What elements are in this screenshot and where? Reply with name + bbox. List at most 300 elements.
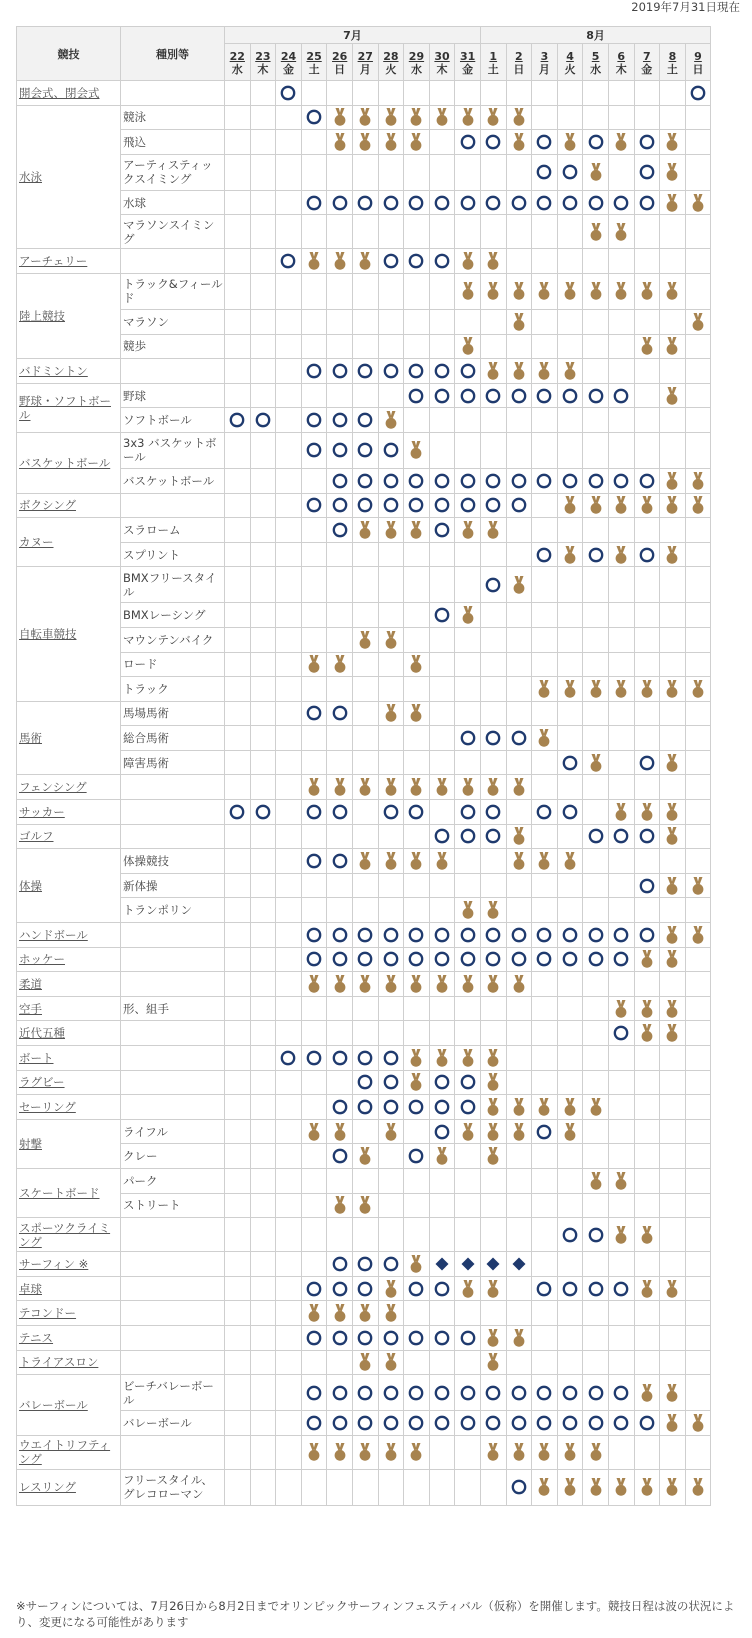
sport-link[interactable]: セーリング xyxy=(19,1099,76,1114)
day-cell xyxy=(352,873,378,898)
day-cell xyxy=(506,800,532,825)
day-cell xyxy=(378,652,404,677)
medal-icon xyxy=(665,194,679,212)
day-cell xyxy=(225,130,251,155)
day-number-link[interactable]: 8 xyxy=(668,49,677,63)
medal-icon xyxy=(614,1172,628,1190)
medal-icon xyxy=(384,631,398,649)
day-cell xyxy=(301,824,327,849)
circle-icon xyxy=(357,1099,373,1115)
day-cell xyxy=(506,1193,532,1218)
day-number-link[interactable]: 25 xyxy=(306,49,322,63)
day-cell xyxy=(557,359,583,384)
day-cell xyxy=(557,996,583,1021)
day-cell xyxy=(532,603,558,628)
day-cell xyxy=(352,518,378,543)
day-cell xyxy=(634,1325,660,1350)
circle-icon xyxy=(485,134,501,150)
day-cell xyxy=(660,81,686,106)
medal-icon xyxy=(589,163,603,181)
weekday-label: 土 xyxy=(308,62,320,76)
medal-icon xyxy=(537,729,551,747)
medal-icon xyxy=(409,441,423,459)
day-cell xyxy=(455,359,481,384)
day-cell xyxy=(455,105,481,130)
circle-icon xyxy=(460,927,476,943)
day-cell xyxy=(352,1095,378,1120)
medal-icon xyxy=(486,901,500,919)
circle-icon xyxy=(306,1281,322,1297)
sport-link[interactable]: レスリング xyxy=(19,1480,76,1495)
day-cell xyxy=(429,154,455,190)
day-cell xyxy=(685,1218,711,1252)
category-cell: トラック&フィールド xyxy=(121,273,225,309)
day-cell xyxy=(506,701,532,726)
circle-icon xyxy=(306,195,322,211)
day-cell xyxy=(378,947,404,972)
sport-cell xyxy=(17,1218,121,1252)
day-cell xyxy=(685,603,711,628)
sport-link[interactable]: バレーボール xyxy=(19,1397,88,1412)
day-cell xyxy=(276,1301,302,1326)
medal-icon xyxy=(512,108,526,126)
sport-link[interactable]: 馬術 xyxy=(19,731,42,746)
day-cell xyxy=(634,996,660,1021)
circle-icon xyxy=(332,473,348,489)
medal-icon xyxy=(614,803,628,821)
day-cell xyxy=(506,750,532,775)
day-cell xyxy=(608,542,634,567)
day-number-link[interactable]: 31 xyxy=(459,49,476,63)
circle-icon xyxy=(434,522,450,538)
sport-link[interactable]: バスケットボール xyxy=(19,455,111,470)
sport-link[interactable]: ラグビー xyxy=(19,1075,65,1090)
medal-icon xyxy=(409,1255,423,1273)
sport-link[interactable]: スポーツクライミング xyxy=(19,1220,111,1249)
day-cell xyxy=(532,468,558,493)
sport-link[interactable]: バドミントン xyxy=(19,363,88,378)
day-cell xyxy=(583,249,609,274)
sport-link[interactable]: 陸上競技 xyxy=(19,309,65,324)
medal-icon xyxy=(589,223,603,241)
day-cell xyxy=(583,432,609,468)
sport-link[interactable]: 卓球 xyxy=(19,1281,42,1296)
sport-link[interactable]: テニス xyxy=(19,1330,54,1345)
day-cell xyxy=(404,701,430,726)
medal-icon xyxy=(665,950,679,968)
day-cell xyxy=(429,359,455,384)
day-cell xyxy=(506,1325,532,1350)
day-cell xyxy=(276,923,302,948)
sport-link[interactable]: 柔道 xyxy=(19,977,42,992)
day-cell xyxy=(429,1046,455,1071)
medal-icon xyxy=(563,546,577,564)
medal-icon xyxy=(461,606,475,624)
circle-icon xyxy=(383,1099,399,1115)
day-cell xyxy=(685,1144,711,1169)
day-cell xyxy=(506,81,532,106)
day-cell xyxy=(532,154,558,190)
day-cell xyxy=(327,432,353,468)
day-cell xyxy=(378,996,404,1021)
medal-icon xyxy=(665,133,679,151)
medal-icon xyxy=(691,926,705,944)
day-cell xyxy=(532,1252,558,1277)
circle-icon xyxy=(460,951,476,967)
medal-icon xyxy=(614,496,628,514)
medal-icon xyxy=(409,655,423,673)
day-cell xyxy=(301,1168,327,1193)
sport-link[interactable]: 野球・ソフトボール xyxy=(19,393,111,422)
day-cell xyxy=(583,408,609,433)
sport-link[interactable]: カヌー xyxy=(19,535,54,550)
day-cell xyxy=(327,627,353,652)
day-cell xyxy=(352,215,378,249)
day-cell xyxy=(506,1144,532,1169)
sport-link[interactable]: ボクシング xyxy=(19,498,76,513)
day-cell xyxy=(532,1119,558,1144)
schedule-row xyxy=(17,493,711,518)
day-cell xyxy=(660,1276,686,1301)
day-cell xyxy=(429,468,455,493)
day-cell xyxy=(225,677,251,702)
day-cell xyxy=(685,249,711,274)
day-cell xyxy=(583,215,609,249)
medal-icon xyxy=(563,282,577,300)
sport-link[interactable]: 体操 xyxy=(19,878,42,893)
day-cell xyxy=(276,1276,302,1301)
day-cell xyxy=(583,309,609,334)
circle-icon xyxy=(434,1330,450,1346)
category-cell: アーティスティックスイミング xyxy=(121,154,225,190)
medal-icon xyxy=(665,926,679,944)
day-cell xyxy=(404,493,430,518)
day-cell xyxy=(608,1168,634,1193)
day-cell xyxy=(455,542,481,567)
day-cell xyxy=(685,309,711,334)
sport-link[interactable]: フェンシング xyxy=(19,780,87,795)
day-cell xyxy=(480,432,506,468)
day-number-link[interactable]: 5 xyxy=(591,49,600,63)
day-cell xyxy=(429,627,455,652)
sport-link[interactable]: 水泳 xyxy=(19,169,42,184)
day-header xyxy=(608,44,634,81)
sport-column-header: 競技 xyxy=(17,27,121,81)
day-number-link[interactable]: 7 xyxy=(642,49,651,63)
day-cell xyxy=(506,130,532,155)
circle-icon xyxy=(383,442,399,458)
day-cell xyxy=(583,1469,609,1505)
day-cell xyxy=(506,154,532,190)
category-cell xyxy=(121,923,225,948)
day-cell xyxy=(301,1021,327,1046)
sport-cell xyxy=(17,1046,121,1071)
day-cell xyxy=(685,923,711,948)
sport-link[interactable]: 空手 xyxy=(19,1001,42,1016)
schedule-row xyxy=(17,105,711,130)
day-cell xyxy=(250,972,276,997)
day-cell xyxy=(583,542,609,567)
day-number-link[interactable]: 1 xyxy=(489,49,498,63)
day-cell xyxy=(276,1411,302,1436)
day-cell xyxy=(327,130,353,155)
day-cell xyxy=(327,81,353,106)
day-cell xyxy=(404,1218,430,1252)
day-cell xyxy=(634,1469,660,1505)
day-cell xyxy=(685,81,711,106)
day-cell xyxy=(480,849,506,874)
sport-link[interactable]: 自転車競技 xyxy=(19,627,77,641)
sport-cell xyxy=(17,249,121,274)
day-cell xyxy=(250,215,276,249)
day-cell xyxy=(506,1021,532,1046)
medal-icon xyxy=(384,521,398,539)
day-cell xyxy=(225,1218,251,1252)
day-header xyxy=(276,44,302,81)
day-cell xyxy=(404,1046,430,1071)
day-cell xyxy=(480,1411,506,1436)
sport-cell xyxy=(17,1252,121,1277)
schedule-row xyxy=(17,1325,711,1350)
schedule-row xyxy=(17,849,711,874)
sport-link[interactable]: サーフィン ※ xyxy=(19,1256,89,1271)
medal-icon xyxy=(665,827,679,845)
day-cell xyxy=(506,824,532,849)
circle-icon xyxy=(562,951,578,967)
day-cell xyxy=(634,677,660,702)
day-cell xyxy=(685,1193,711,1218)
sport-link[interactable]: ウエイトリフティング xyxy=(19,1438,111,1467)
day-cell xyxy=(276,1218,302,1252)
medal-icon xyxy=(614,133,628,151)
sport-link[interactable]: スケートボード xyxy=(19,1186,100,1201)
medal-icon xyxy=(640,1478,654,1496)
day-cell xyxy=(378,468,404,493)
schedule-row xyxy=(17,1301,711,1326)
day-number-link[interactable]: 27 xyxy=(357,49,373,63)
day-cell xyxy=(660,1021,686,1046)
day-number-link[interactable]: 9 xyxy=(694,49,702,63)
day-number-link[interactable]: 23 xyxy=(255,49,271,63)
day-cell xyxy=(660,627,686,652)
sport-cell xyxy=(17,972,121,997)
weekday-label: 木 xyxy=(615,62,627,76)
day-cell xyxy=(352,1070,378,1095)
sport-link[interactable]: アーチェリー xyxy=(19,254,88,269)
day-number-link[interactable]: 29 xyxy=(408,49,425,63)
day-cell xyxy=(276,249,302,274)
day-cell xyxy=(506,627,532,652)
medal-icon xyxy=(665,1000,679,1018)
day-cell xyxy=(660,273,686,309)
day-number-link[interactable]: 30 xyxy=(434,49,450,63)
sport-cell xyxy=(17,1070,121,1095)
day-cell xyxy=(608,652,634,677)
day-cell xyxy=(429,1469,455,1505)
day-cell xyxy=(480,154,506,190)
day-cell xyxy=(583,947,609,972)
circle-icon xyxy=(306,442,322,458)
day-number-link[interactable]: 28 xyxy=(383,49,399,63)
circle-icon xyxy=(460,1415,476,1431)
day-cell xyxy=(583,81,609,106)
day-cell xyxy=(301,518,327,543)
sport-link[interactable]: 射撃 xyxy=(19,1136,42,1151)
day-cell xyxy=(378,334,404,359)
day-cell xyxy=(327,1375,353,1411)
day-cell xyxy=(557,775,583,800)
day-number-link[interactable]: 2 xyxy=(515,49,523,63)
sport-cell xyxy=(17,701,121,775)
medal-icon xyxy=(614,1478,628,1496)
circle-icon xyxy=(588,195,604,211)
sport-link[interactable]: ゴルフ xyxy=(19,829,54,844)
day-cell xyxy=(301,130,327,155)
sport-link[interactable]: ボート xyxy=(19,1050,54,1065)
day-header xyxy=(506,44,532,81)
day-cell xyxy=(660,800,686,825)
day-cell xyxy=(608,849,634,874)
day-cell xyxy=(583,493,609,518)
sport-link[interactable]: 開会式、閉会式 xyxy=(19,85,100,100)
medal-icon xyxy=(461,521,475,539)
sport-link[interactable]: ハンドボール xyxy=(19,927,88,942)
day-cell xyxy=(352,383,378,408)
day-cell xyxy=(532,1325,558,1350)
day-cell xyxy=(250,81,276,106)
day-number-link[interactable]: 22 xyxy=(229,49,245,63)
day-cell xyxy=(685,701,711,726)
day-cell xyxy=(429,1218,455,1252)
sport-link[interactable]: 近代五種 xyxy=(19,1026,65,1041)
day-cell xyxy=(378,432,404,468)
day-cell xyxy=(429,677,455,702)
day-cell xyxy=(327,726,353,751)
day-cell xyxy=(660,750,686,775)
day-cell xyxy=(455,1301,481,1326)
day-cell xyxy=(378,309,404,334)
day-cell xyxy=(404,567,430,603)
day-cell xyxy=(352,1276,378,1301)
day-cell xyxy=(532,726,558,751)
day-cell xyxy=(557,1046,583,1071)
circle-icon xyxy=(460,828,476,844)
circle-icon xyxy=(255,412,271,428)
day-header xyxy=(250,44,276,81)
day-cell xyxy=(352,567,378,603)
day-cell xyxy=(506,898,532,923)
day-cell xyxy=(583,726,609,751)
category-cell: 競泳 xyxy=(121,105,225,130)
medal-icon xyxy=(512,282,526,300)
day-cell xyxy=(276,1435,302,1469)
day-cell xyxy=(608,947,634,972)
sport-link[interactable]: サッカー xyxy=(19,804,65,819)
medal-icon xyxy=(589,1098,603,1116)
category-cell: ソフトボール xyxy=(121,408,225,433)
circle-icon xyxy=(613,473,629,489)
day-cell xyxy=(301,1301,327,1326)
day-cell xyxy=(583,1193,609,1218)
circle-icon xyxy=(562,1415,578,1431)
day-number-link[interactable]: 3 xyxy=(540,49,549,63)
day-cell xyxy=(250,130,276,155)
day-cell xyxy=(250,652,276,677)
month-header: 8月 xyxy=(480,27,710,44)
day-cell xyxy=(480,1301,506,1326)
medal-icon xyxy=(435,1147,449,1165)
day-cell xyxy=(225,468,251,493)
medal-icon xyxy=(614,223,628,241)
day-cell xyxy=(352,432,378,468)
day-cell xyxy=(225,81,251,106)
day-cell xyxy=(557,215,583,249)
circle-icon xyxy=(383,1330,399,1346)
day-cell xyxy=(404,383,430,408)
day-cell xyxy=(378,824,404,849)
day-cell xyxy=(455,652,481,677)
day-cell xyxy=(429,567,455,603)
medal-icon xyxy=(358,1353,372,1371)
day-cell xyxy=(660,1144,686,1169)
day-cell xyxy=(352,898,378,923)
day-cell xyxy=(506,567,532,603)
day-cell xyxy=(429,923,455,948)
schedule-row xyxy=(17,408,711,433)
circle-icon xyxy=(639,927,655,943)
day-cell xyxy=(378,359,404,384)
medal-icon xyxy=(512,975,526,993)
day-cell xyxy=(276,154,302,190)
medal-icon xyxy=(614,680,628,698)
day-cell xyxy=(506,249,532,274)
category-cell: フリースタイル、グレコローマン xyxy=(121,1469,225,1505)
circle-icon xyxy=(357,473,373,489)
sport-link[interactable]: テコンドー xyxy=(19,1306,77,1321)
medal-icon xyxy=(384,975,398,993)
sport-link[interactable]: トライアスロン xyxy=(19,1355,99,1370)
day-cell xyxy=(480,334,506,359)
day-cell xyxy=(404,154,430,190)
day-cell xyxy=(532,947,558,972)
day-number-link[interactable]: 4 xyxy=(566,49,574,63)
circle-icon xyxy=(332,412,348,428)
day-cell xyxy=(634,775,660,800)
day-cell xyxy=(301,800,327,825)
day-cell xyxy=(660,1119,686,1144)
diamond-icon xyxy=(461,1257,475,1271)
day-cell xyxy=(660,923,686,948)
day-cell xyxy=(480,130,506,155)
day-cell xyxy=(660,334,686,359)
day-cell xyxy=(506,1218,532,1252)
day-cell xyxy=(378,1325,404,1350)
weekday-label: 火 xyxy=(385,62,397,76)
day-cell xyxy=(327,567,353,603)
day-cell xyxy=(404,652,430,677)
day-cell xyxy=(250,1193,276,1218)
day-cell xyxy=(378,603,404,628)
circle-icon xyxy=(306,804,322,820)
circle-icon xyxy=(408,804,424,820)
medal-icon xyxy=(307,1443,321,1461)
day-number-link[interactable]: 6 xyxy=(617,49,626,63)
day-number-link[interactable]: 24 xyxy=(280,49,297,63)
day-cell xyxy=(608,800,634,825)
sport-link[interactable]: ホッケー xyxy=(19,952,65,967)
day-number-link[interactable]: 26 xyxy=(332,49,348,63)
circle-icon xyxy=(332,927,348,943)
